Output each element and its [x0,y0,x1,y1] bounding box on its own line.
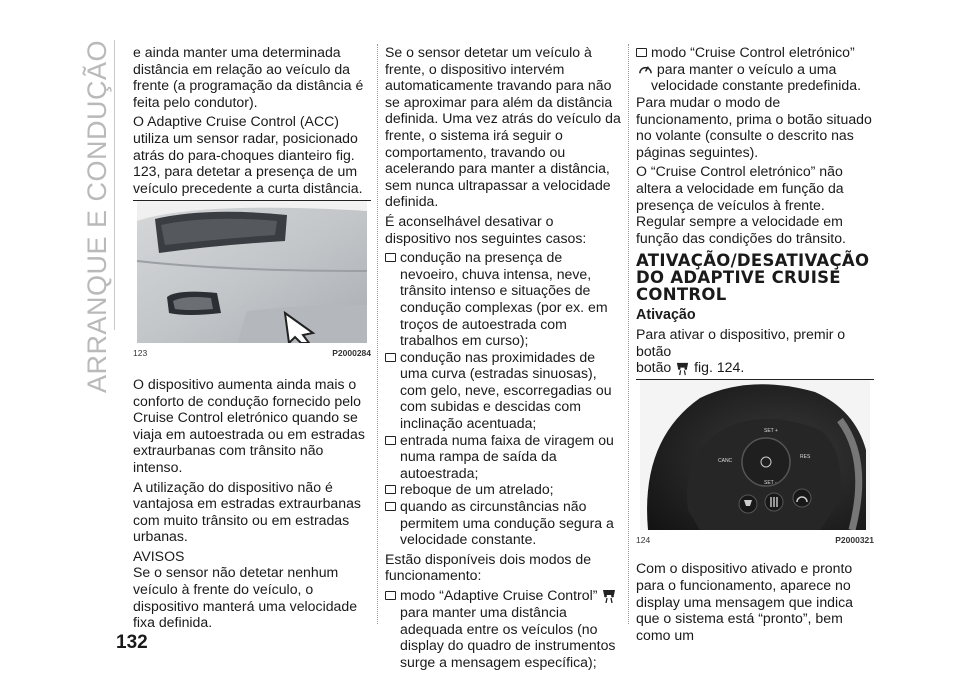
steering-wheel-photo [636,380,874,530]
paragraph: Com o dispositivo ativado e pronto para o funcionamento, aparece no display uma mensagem que indica que o sistema está “pronto”, bem como um [636,560,854,643]
figure-124 [636,379,874,549]
bullet-box-icon [385,502,396,511]
paragraph: Se o sensor detetar um veículo à frente, o dispositivo intervém automaticamente travando para não se aproximar para além da distância definida. Uma vez atrás do veículo da frente, o sistema irá seguir o comportamento, travando ou acelerando para manter a distância, sem nunca ultrapassar a velocidade definida. [385,44,621,210]
paragraph: Para mudar o modo de funcionamento, prima o botão situado no volante (consulte o descrito nas páginas seguintes). [636,93,872,160]
bullet-box-icon [385,353,396,362]
wheel-label-canc: CANC [718,457,733,464]
bullet-box-icon [385,591,396,600]
paragraph: O dispositivo aumenta ainda mais o conforto de condução fornecido pelo Cruise Control eletrónico quando se viaja em autoestrada ou em estradas extraurbanas com trânsito não intenso. [133,375,365,475]
adaptive-cruise-icon [601,588,617,604]
list-item: condução nas proximidades de uma curva (estradas sinuosas), com gelo, neve, escorregadias ou com subidas e descidas com inclinação acentuada; [385,349,623,432]
wheel-label-res: RES [800,453,811,460]
paragraph: Para ativar o dispositivo, premir o botão botão fig. 124. [636,325,846,376]
cruise-control-icon [638,62,653,77]
list-item: condução na presença de nevoeiro, chuva intensa, neve, trânsito intenso e situações de condução complexas (por ex. em troços de autoestrada com trabalhos em curso); [385,249,623,349]
list-item: reboque de um atrelado; [385,481,623,498]
bullet-box-icon [636,48,647,57]
list-item: quando as circunstâncias não permitem uma condução segura a velocidade constante. [385,498,623,548]
column-1 [133,44,371,634]
bumper-photo [133,201,371,343]
list-item: modo “Cruise Control eletrónico” para manter o veículo a uma velocidade constante predefinida. [636,44,874,94]
column-3 [636,44,874,646]
adaptive-cruise-button-icon [675,361,690,376]
bullet-box-icon [385,436,396,445]
column-divider [377,44,378,624]
side-rule [114,40,115,330]
paragraph: O Adaptive Cruise Control (ACC) utiliza um sensor radar, posicionado atrás do para-choques dianteiro fig. 123, para detetar a presença de um veículo precedente a curta distância. [133,113,363,196]
subsection-heading: Ativação [636,307,696,324]
chapter-side-title: ARRANQUE E CONDUÇÃO [81,40,112,394]
figure-code: P2000321 [835,534,874,545]
paragraph: A utilização do dispositivo não é vantajosa em estradas extraurbanas com muito trânsito ou em estradas urbanas. [133,478,361,545]
list-item: entrada numa faixa de viragem ou numa rampa de saída da autoestrada; [385,432,623,482]
wheel-label-set-plus: SET + [764,427,778,434]
figure-number: 123 [133,348,148,359]
warning-heading: AVISOS [133,547,185,564]
figure-number: 124 [636,534,651,545]
figure-code: P2000284 [332,348,371,359]
paragraph: É aconselhável desativar o dispositivo nos seguintes casos: [385,212,587,246]
section-heading: ATIVAÇÃO/DESATIVAÇÃO DO ADAPTIVE CRUISE CONTROL [636,251,870,305]
wheel-label-set-minus: SET - [764,479,777,486]
paragraph: O “Cruise Control eletrónico” não altera a velocidade em função da presença de veículos à frente. Regular sempre a velocidade em função das condições do trânsito. [636,163,846,246]
list-item: modo “Adaptive Cruise Control” para manter uma distância adequada entre os veículos (no display do quadro de instrumentos surge a mensagem específica); [385,587,623,671]
paragraph: Se o sensor não detetar nenhum veículo à frente do veículo, o dispositivo manterá uma velocidade fixa definida. [133,564,358,631]
column-2 [385,44,623,671]
column-divider [628,44,629,624]
page-number: 132 [116,632,148,653]
paragraph: Estão disponíveis dois modos de funcionamento: [385,550,592,584]
figure-123 [133,200,371,362]
paragraph: e ainda manter uma determinada distância em relação ao veículo da frente (a programação da distância é feita pelo condutor). [133,44,364,110]
bullet-box-icon [385,485,396,494]
bullet-box-icon [385,253,396,262]
